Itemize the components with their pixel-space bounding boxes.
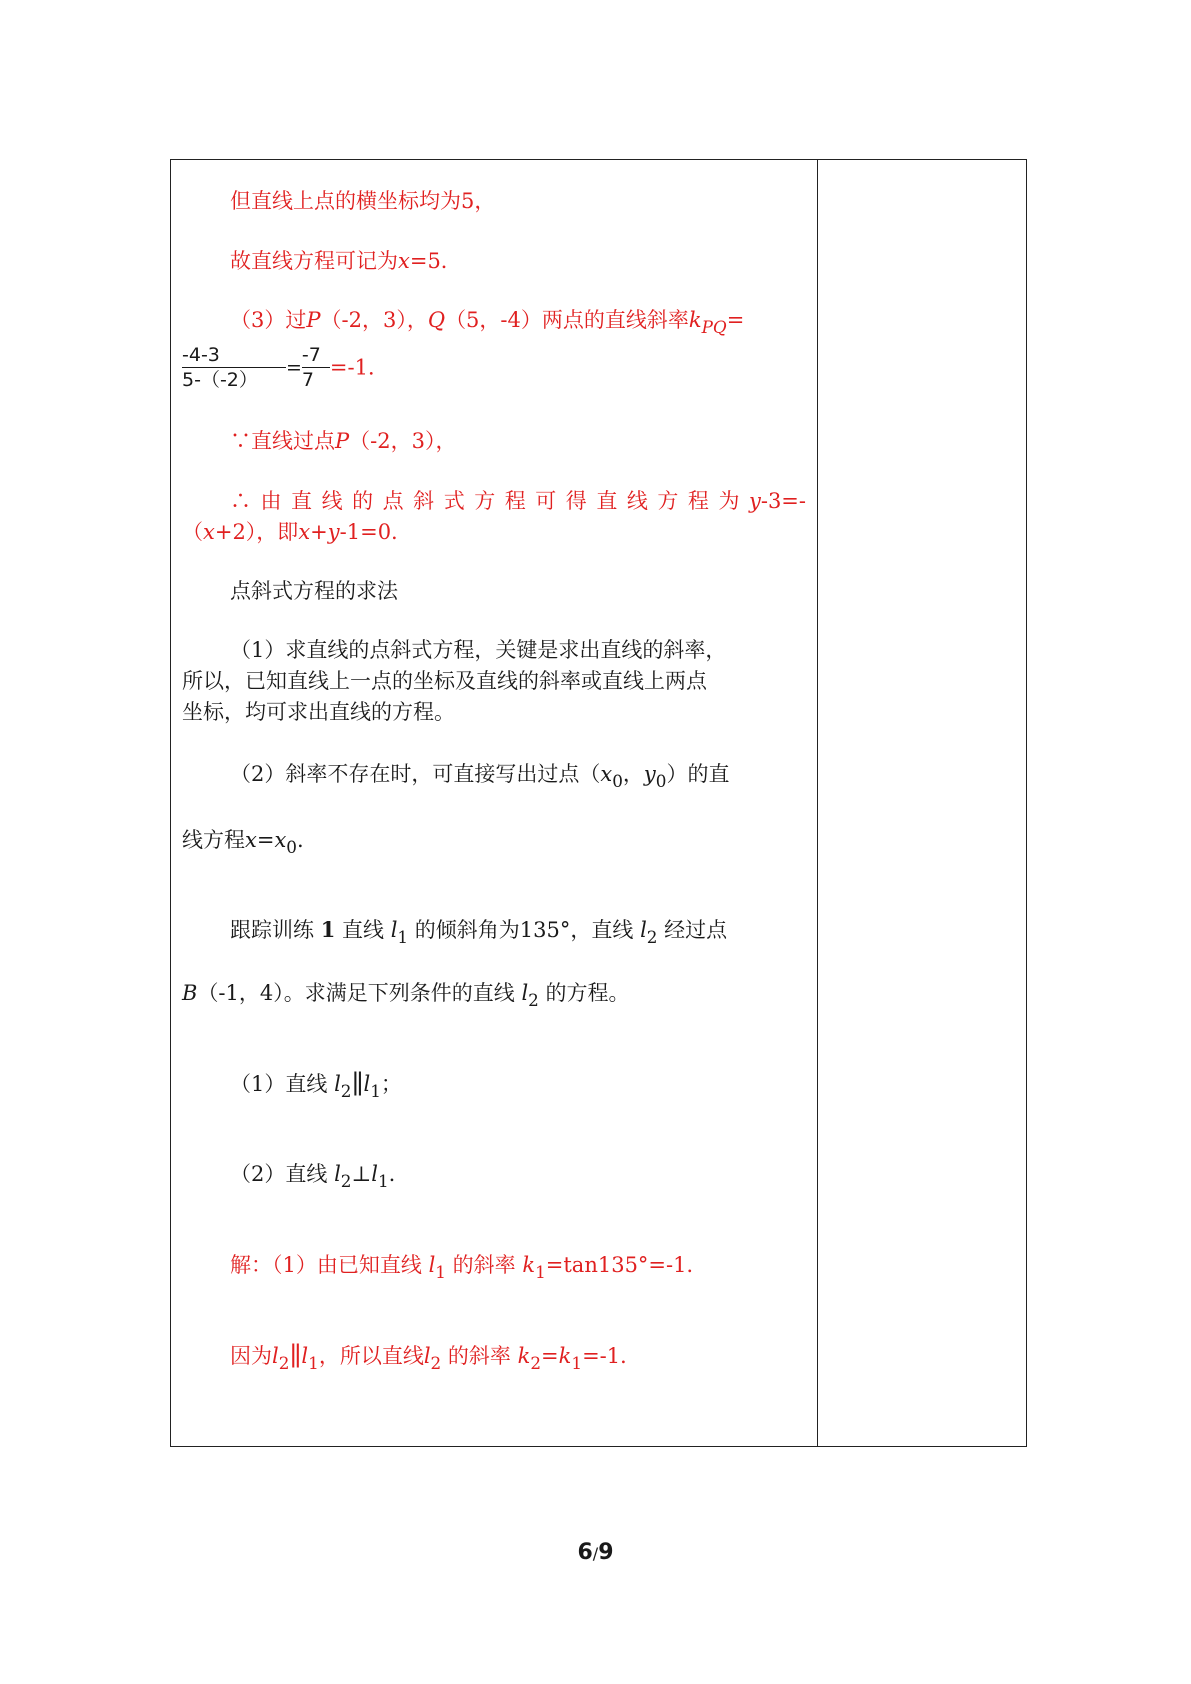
math-var: P: [306, 308, 321, 332]
text-fragment: .: [296, 828, 304, 852]
math-subscript: 1: [308, 1352, 319, 1373]
math-subscript: 1: [370, 1080, 381, 1101]
math-var: x: [600, 762, 613, 786]
current-page: 6: [577, 1540, 593, 1565]
math-var: x: [298, 520, 311, 544]
text-fragment: 的斜率: [447, 1344, 511, 1368]
math-var: k: [522, 1253, 536, 1277]
text-line-6: [182, 487, 806, 515]
math-var: l: [428, 1253, 436, 1277]
text-fragment: （2）直线: [230, 1162, 328, 1186]
math-var: l: [301, 1344, 309, 1368]
denominator: 5-（-2）: [182, 367, 286, 392]
text-fragment: 的斜率: [452, 1253, 516, 1277]
text-line-12: [182, 760, 854, 795]
math-var: x: [274, 828, 287, 852]
math-subscript: 0: [612, 770, 623, 791]
math-var: y: [327, 520, 340, 544]
text-fragment: ；: [380, 1072, 402, 1096]
text-fragment: （1）直线: [230, 1072, 328, 1096]
text-fragment: （-1，4）。求满足下列条件的直线: [197, 981, 515, 1005]
math-var: l: [371, 1162, 378, 1186]
fraction-1: [182, 343, 286, 392]
math-var: B: [182, 981, 198, 1005]
math-var: x: [245, 828, 257, 852]
math-subscript: 0: [655, 770, 667, 791]
text-line-18: [182, 1251, 854, 1286]
text-line-17: [182, 1160, 854, 1195]
math-subscript: 2: [430, 1352, 442, 1373]
text-fragment: 因为: [230, 1344, 272, 1368]
text-fragment: =: [541, 1344, 559, 1368]
text-line-13: [182, 826, 806, 861]
parallel-symbol: ∥: [289, 1342, 302, 1372]
math-subscript: 2: [278, 1352, 290, 1373]
math-var: l: [521, 981, 529, 1005]
justified-text: [230, 487, 806, 515]
math-subscript: 2: [646, 926, 658, 947]
text-line-11: 坐标，均可求出直线的方程。: [182, 700, 455, 724]
text-line-9: （1）求直线的点斜式方程，关键是求出直线的斜率，: [230, 638, 727, 662]
math-var: l: [423, 1344, 431, 1368]
text-line-1: 但直线上点的横坐标均为5，: [230, 189, 496, 213]
math-var: k: [517, 1344, 531, 1368]
text-fragment: =5．: [409, 249, 462, 273]
equals-sign: =: [286, 356, 302, 379]
text-fragment: =: [726, 308, 745, 332]
text-fragment: ，: [622, 762, 644, 786]
math-subscript: 2: [530, 1352, 542, 1373]
math-subscript: 0: [286, 836, 297, 857]
math-subscript: 2: [528, 989, 539, 1010]
math-var: l: [272, 1344, 279, 1368]
text-fragment: -1=0.: [339, 520, 398, 544]
text-fragment: 的倾斜角为135°，直线: [414, 918, 634, 942]
text-fragment: =tan135°=-1．: [545, 1253, 708, 1277]
text-fragment: -3=-: [760, 489, 806, 513]
math-subscript: 1: [535, 1261, 546, 1282]
exercise-number: 1: [320, 917, 336, 942]
fraction-2: [302, 343, 330, 392]
text-line-5: [182, 427, 854, 455]
text-line-15: [182, 979, 806, 1014]
page-number: [0, 1540, 1191, 1565]
text-fragment: +2），即: [214, 520, 299, 544]
math-var: l: [334, 1072, 341, 1096]
page-separator: /: [592, 1544, 599, 1563]
text-line-3: [182, 306, 854, 341]
text-line-10: 所以，已知直线上一点的坐标及直线的斜率或直线上两点: [182, 669, 707, 693]
math-subscript: 1: [377, 1170, 389, 1191]
math-var: Q: [427, 308, 446, 332]
text-fragment: （-2，3），: [320, 308, 428, 332]
text-line-2: [182, 247, 854, 275]
text-fragment: （5，-4）两点的直线斜率: [445, 308, 689, 332]
math-subscript: 1: [397, 926, 409, 947]
math-var: l: [390, 918, 398, 942]
text-line-19: [182, 1342, 854, 1377]
numerator: -4-3: [182, 344, 220, 366]
text-fragment: =-1．: [329, 355, 389, 380]
denominator: 7: [302, 367, 330, 392]
text-fragment: （3）过: [230, 308, 307, 332]
text-fragment: 的方程。: [545, 981, 630, 1005]
text-fragment: ，所以直线: [318, 1344, 424, 1368]
content-table: [170, 159, 1027, 1447]
math-var: x: [203, 520, 215, 544]
text-fragment: 解：（1）由已知直线: [230, 1253, 422, 1277]
text-fragment: （-2，3），: [349, 429, 457, 453]
math-subscript: 1: [435, 1261, 446, 1282]
math-var: y: [748, 489, 761, 513]
math-var: P: [335, 429, 350, 453]
text-fragment: 线方程: [182, 828, 245, 852]
parallel-symbol: ∥: [351, 1070, 364, 1100]
text-fragment: 跟踪训练: [230, 918, 314, 942]
text-line-14: [182, 916, 854, 951]
math-var: l: [640, 918, 647, 942]
text-fragment: ）的直: [666, 762, 730, 786]
text-fragment: 经过点: [664, 918, 728, 942]
math-var: k: [558, 1344, 572, 1368]
text-fragment: .: [388, 1162, 396, 1186]
text-fragment: =-1．: [582, 1344, 642, 1368]
text-fragment: 直线: [342, 918, 384, 942]
math-var: l: [363, 1072, 371, 1096]
text-fragment: （: [182, 520, 203, 544]
text-line-7: [182, 518, 806, 546]
math-var: x: [398, 249, 410, 273]
math-subscript: 2: [340, 1080, 352, 1101]
numerator: -7: [301, 344, 321, 366]
text-fragment: =: [256, 828, 275, 852]
math-subscript: PQ: [701, 316, 727, 337]
slope-fraction-line: [182, 340, 806, 394]
math-var: y: [643, 762, 656, 786]
text-fragment: +: [310, 520, 328, 544]
section-heading: 点斜式方程的求法: [230, 579, 398, 603]
perpendicular-symbol: ⊥: [351, 1162, 372, 1186]
text-line-16: [182, 1070, 854, 1105]
text-fragment: （2）斜率不存在时，可直接写出过点（: [230, 762, 601, 786]
math-subscript: 2: [340, 1170, 352, 1191]
math-subscript: 1: [571, 1352, 583, 1373]
math-var: l: [334, 1162, 341, 1186]
total-pages: 9: [598, 1540, 614, 1565]
text-fragment: ∵直线过点: [230, 429, 335, 453]
math-var: k: [688, 308, 702, 332]
text-fragment: ∴由直线的点斜式方程可得直线方程为: [230, 489, 749, 513]
text-fragment: 故直线方程可记为: [230, 249, 398, 273]
